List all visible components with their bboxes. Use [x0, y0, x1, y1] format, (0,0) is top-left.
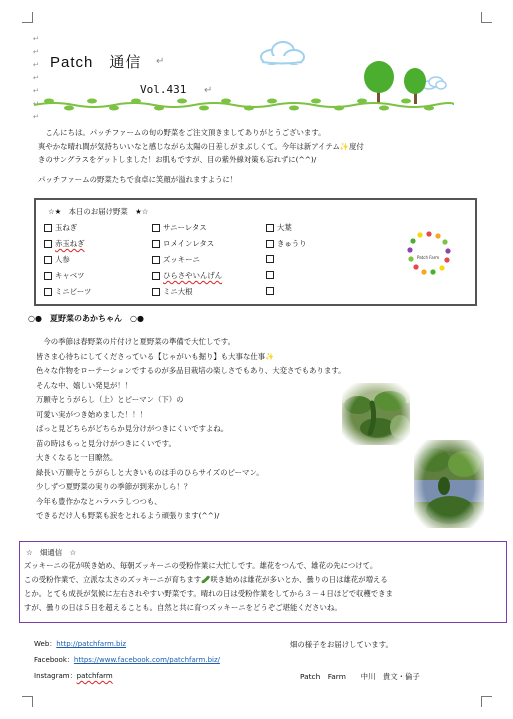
field-report-line: この受粉作業で、立派な太さのズッキーニが育ちます🥒咲き始めは雄花が多いとか、曇りの日は雄花が増える [24, 575, 388, 584]
veg-item: きゅうり [266, 238, 307, 249]
veg-item [266, 286, 277, 295]
section-line: ぱっと見どちらがどちらか見分けがつきにくいですよね。 [36, 424, 229, 433]
veg-item [266, 254, 277, 263]
vegbox-heading: ☆★ 本日のお届け野菜 ★☆ [48, 207, 149, 216]
volume-number: Vol.431 [140, 83, 187, 96]
field-report-line: ズッキーニの花が咲き始め、毎朝ズッキーニの受粉作業に大忙しです。雄花をつんで、雄花の先につけて。 [24, 561, 378, 570]
veg-item: ズッキーニ [152, 254, 200, 265]
patch-farm-logo [406, 230, 452, 276]
field-report-line: すが、曇りの日は５日を超えることも。自然と共に育つズッキーニをどうぞご堪能くださいね。 [24, 603, 342, 612]
section-line: 今年も豊作かなとハラハラしつつも、 [36, 496, 162, 506]
intro-line: こんにちは。パッチファームの旬の野菜をご注文頂きましてありがとうございます。 [38, 128, 326, 137]
web-link[interactable]: http://patchfarm.biz [56, 640, 127, 648]
instagram-label: Instagram： [34, 672, 77, 680]
checkbox[interactable] [152, 240, 160, 248]
veg-item: 人参 [44, 254, 70, 265]
newsletter-title: Patch 通信 [50, 54, 142, 71]
patch-farm-logo-text: Patch Farm [417, 255, 440, 260]
checkbox[interactable] [44, 240, 52, 248]
veg-item: キャベツ [44, 270, 85, 281]
section-line: 少しずつ夏野菜の実りの季節が到来かしら！？ [36, 482, 192, 491]
crop-mark-bottom-right [481, 696, 492, 707]
checkbox[interactable] [44, 272, 52, 280]
veg-item: ひらさやいんげん [152, 270, 222, 281]
checkbox[interactable] [152, 224, 160, 232]
paragraph-mark: ↵ [156, 56, 165, 67]
footer-facebook [34, 654, 220, 668]
section-heading: ○● 夏野菜のあかちゃん ○● [28, 314, 144, 323]
section-body [36, 335, 346, 524]
checkbox[interactable] [266, 287, 274, 295]
footer-web [34, 638, 126, 652]
section-line: 苗の時はもっと見分けがつきにくいです。 [36, 438, 176, 448]
checkbox[interactable] [266, 240, 274, 248]
vine-divider [34, 95, 454, 111]
paragraph-marks: ↵ ↵ ↵ ↵ ↵ ↵ ↵ [33, 34, 40, 121]
veg-item [266, 270, 277, 279]
veg-item: サニーレタス [152, 222, 207, 233]
field-report-heading: ☆ 畑通信 ☆ [26, 548, 77, 557]
veg-item: ミニ大根 [152, 286, 193, 297]
veg-item: 赤玉ねぎ [44, 238, 85, 249]
section-line: 万願寺とうがらし（上）とピーマン（下）の [36, 395, 184, 404]
checkbox[interactable] [44, 288, 52, 296]
section-line: できるだけ人も野菜も涙をとれるよう頑張ります(^^)/ [36, 511, 220, 520]
intro-line: 爽やかな晴れ間が気持ちいいなと感じながら太陽の日差しがまぶしくて。今年は新アイテム✨度付 [38, 141, 364, 151]
section-line: 大きくなると一目瞭然。 [36, 453, 118, 462]
field-report-line: とか。とても成長が気候に左右されやすい野菜です。晴れの日は受粉作業をしてから３－４日ほどで収穫できま [24, 589, 393, 598]
section-line: 色々な作物をローテーションでするのが多品目栽培の楽しさでもあり、大変さでもあります。 [36, 366, 346, 375]
checkbox[interactable] [44, 256, 52, 264]
web-note: 畑の様子をお届けしています。 [290, 640, 393, 649]
veg-item: 大葉 [266, 222, 292, 233]
footer-instagram [34, 670, 113, 684]
checkbox[interactable] [152, 288, 160, 296]
crop-mark-top-right [481, 12, 492, 23]
facebook-link[interactable]: https://www.facebook.com/patchfarm.biz/ [73, 656, 220, 664]
checkbox[interactable] [266, 224, 274, 232]
green-pepper-photo [414, 440, 484, 528]
intro-text [38, 126, 478, 186]
crop-mark-top-left [22, 12, 33, 23]
checkbox[interactable] [266, 255, 274, 263]
intro-line: パッチファームの野菜たちで食卓に笑顔が溢れますように！ [38, 174, 238, 184]
checkbox[interactable] [266, 271, 274, 279]
section-line: 緑長い万願寺とうがらしと大きいものは手のひらサイズのピーマン。 [36, 467, 264, 477]
field-report-body [24, 559, 500, 615]
checkbox[interactable] [44, 224, 52, 232]
paragraph-mark: ↵ [204, 85, 213, 96]
web-label: Web： [34, 640, 57, 648]
veg-item: ミニビーツ [44, 286, 91, 297]
signature: Patch Farm 中川 貴文・倫子 [300, 672, 420, 681]
checkbox[interactable] [152, 272, 160, 280]
cloud-illustration [258, 40, 306, 66]
intro-line: きのサングラスをゲットしました！お肌もですが、目の紫外線対策も忘れずに(^^)/ [38, 155, 317, 164]
section-line: 皆さま心待ちにしてくださっている【じゃがいも掘り】も大事な仕事✨ [36, 351, 275, 361]
facebook-label: Facebook： [34, 656, 74, 664]
checkbox[interactable] [152, 256, 160, 264]
veg-item: 玉ねぎ [44, 222, 77, 233]
instagram-handle[interactable]: patchfarm [76, 672, 113, 680]
section-line: 今の季節は春野菜の片付けと夏野菜の準備で大忙しです。 [36, 337, 235, 346]
veg-item: ロメインレタス [152, 238, 214, 249]
manganji-pepper-photo [342, 383, 410, 445]
section-line: 可愛い実がつき始めました！！！ [36, 409, 147, 419]
section-line: そんな中、嬉しい発見が！！ [36, 380, 133, 390]
crop-mark-bottom-left [22, 696, 33, 707]
